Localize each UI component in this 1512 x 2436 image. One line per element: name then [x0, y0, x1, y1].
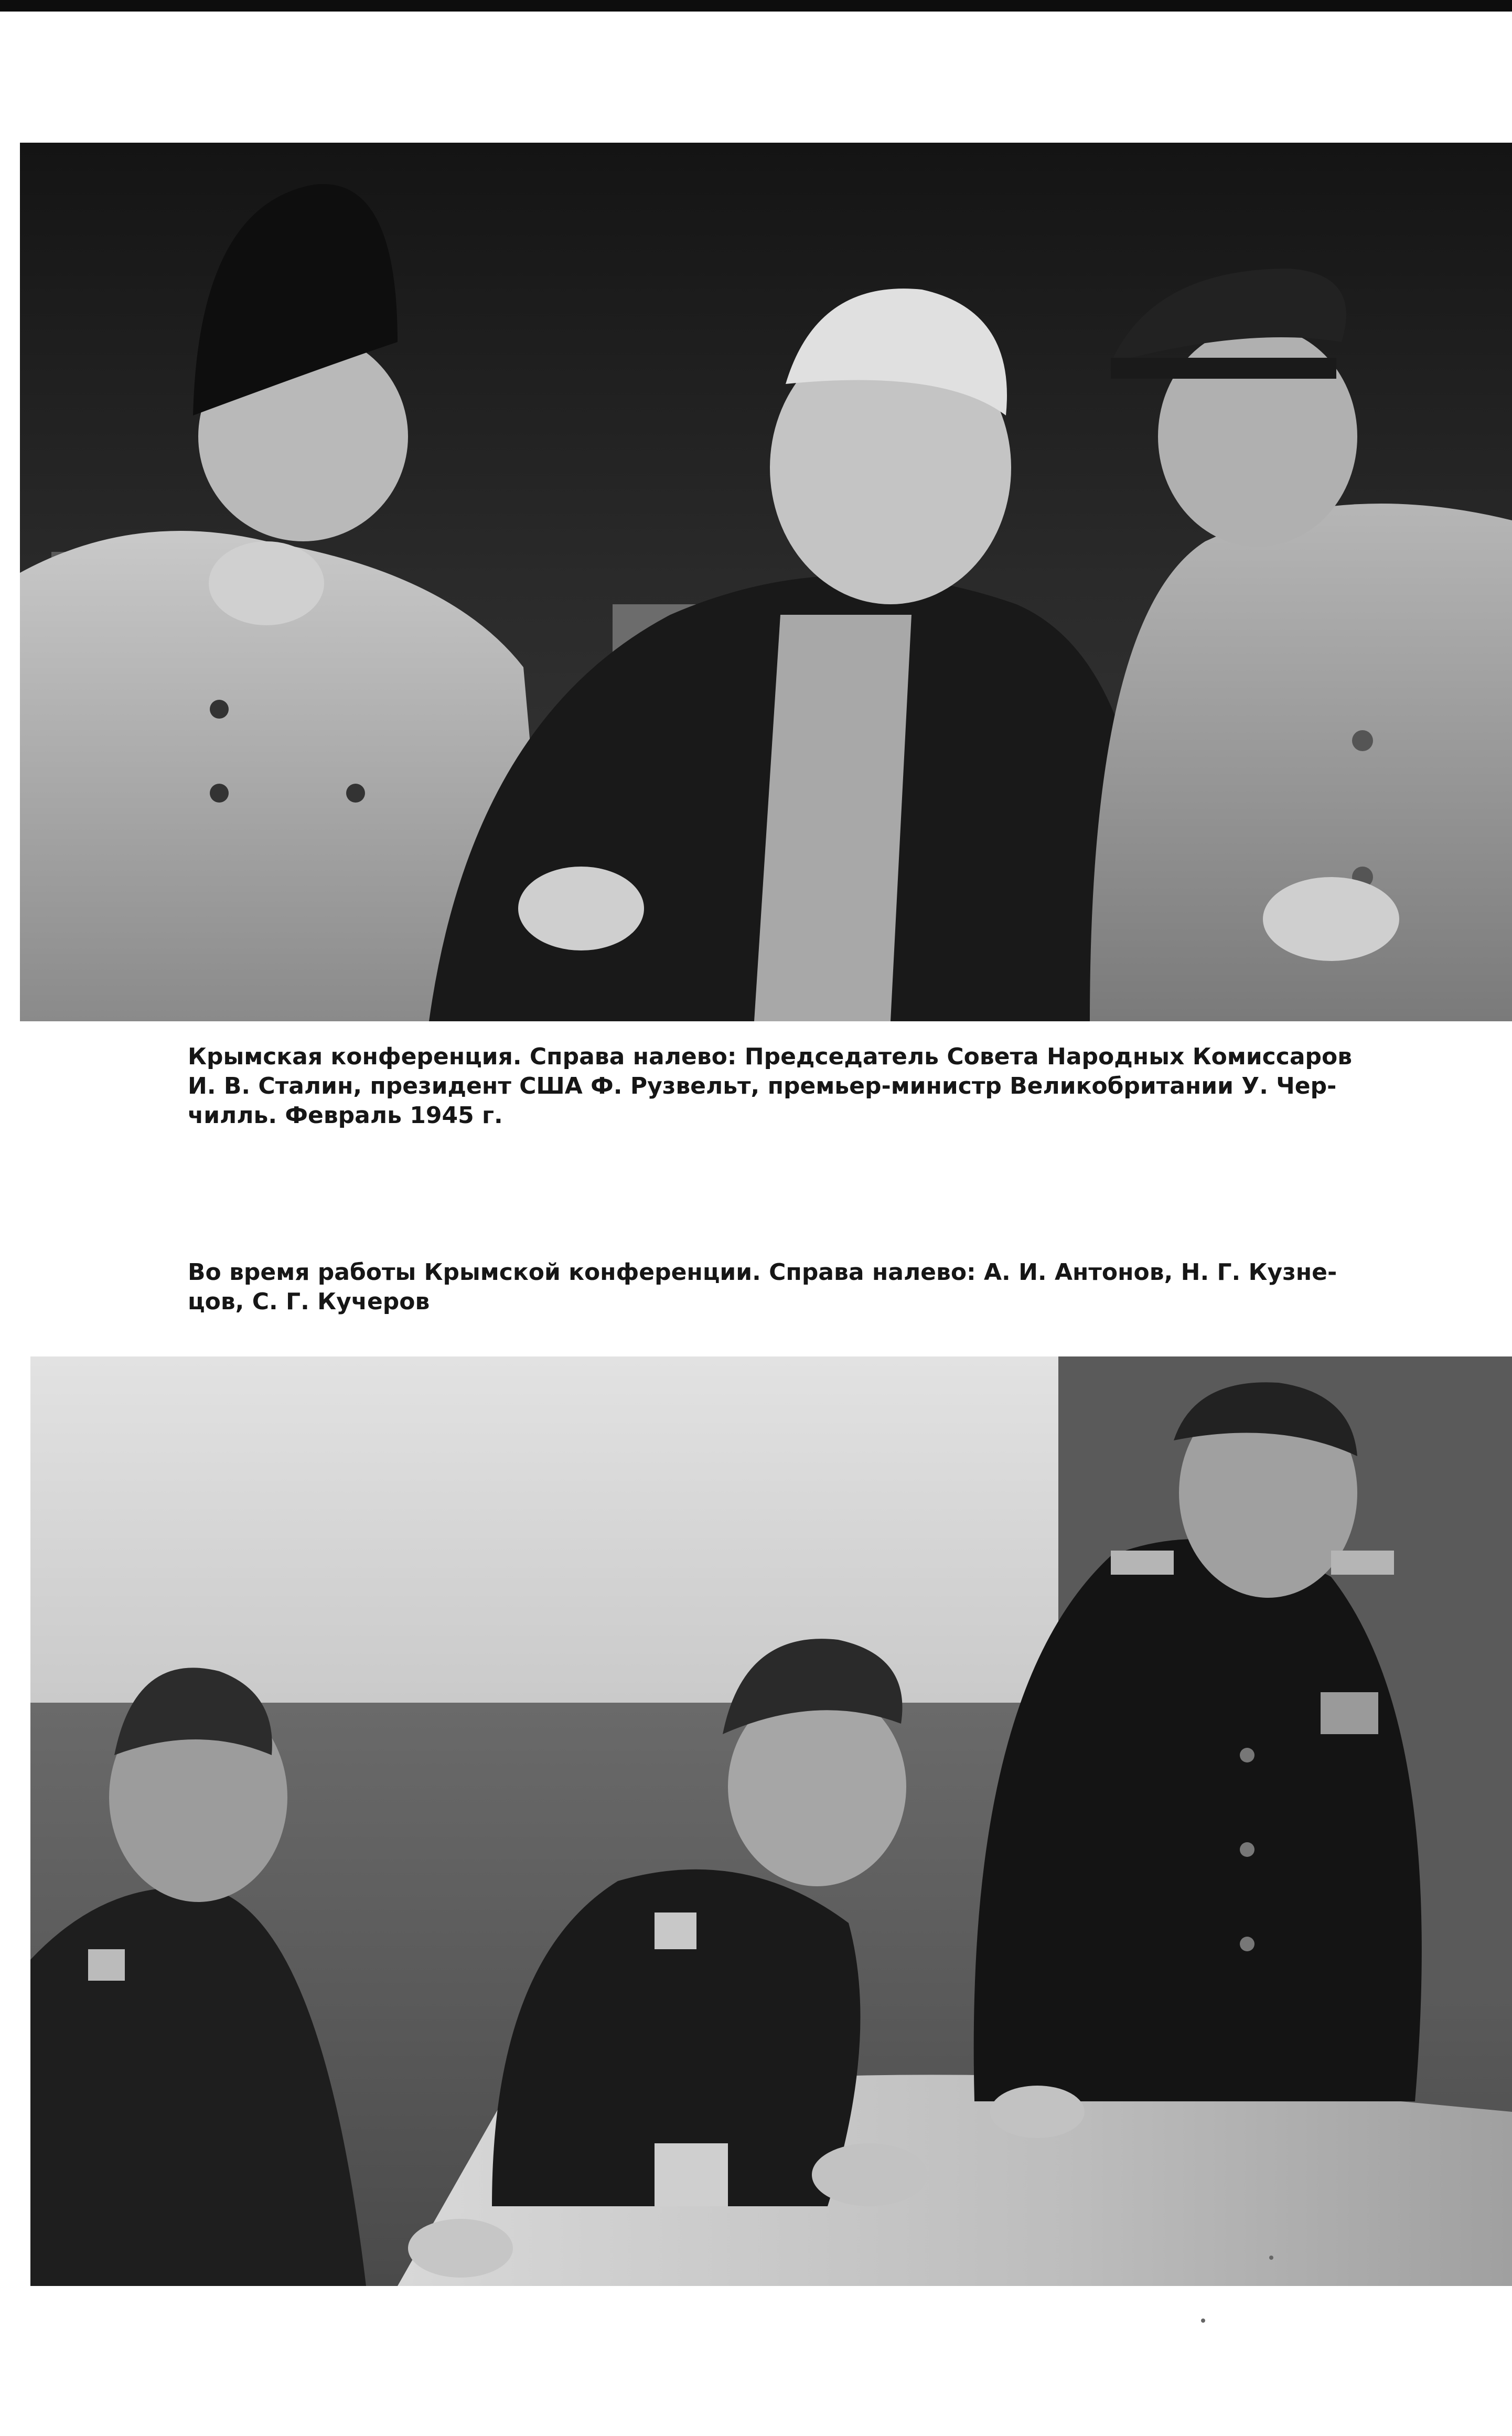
- caption-line: И. В. Сталин, президент США Ф. Рузвельт, премьер-министр Великобритании У. Чер-: [188, 1073, 1337, 1099]
- page-top-rule: [0, 0, 1512, 12]
- caption-line: Во время работы Крымской конференции. Справа налево: А. И. Антонов, Н. Г. Кузне-: [188, 1259, 1337, 1286]
- photo-crimean-conference: [20, 143, 1512, 1021]
- caption-line: Крымская конференция. Справа налево: Председатель Совета Народных Комиссаров: [188, 1043, 1353, 1070]
- caption-line: чилль. Февраль 1945 г.: [188, 1102, 503, 1129]
- photo-crimean-conference-image: [20, 143, 1512, 1021]
- photo-conference-work-image: [30, 1356, 1512, 2286]
- scan-speck: [1201, 2319, 1205, 2323]
- photo-conference-work: [30, 1356, 1512, 2286]
- scan-speck: [1269, 2256, 1273, 2260]
- caption-conference-work: [188, 1258, 1378, 1317]
- caption-line: цов, С. Г. Кучеров: [188, 1288, 430, 1315]
- caption-crimean-conference: [188, 1042, 1378, 1130]
